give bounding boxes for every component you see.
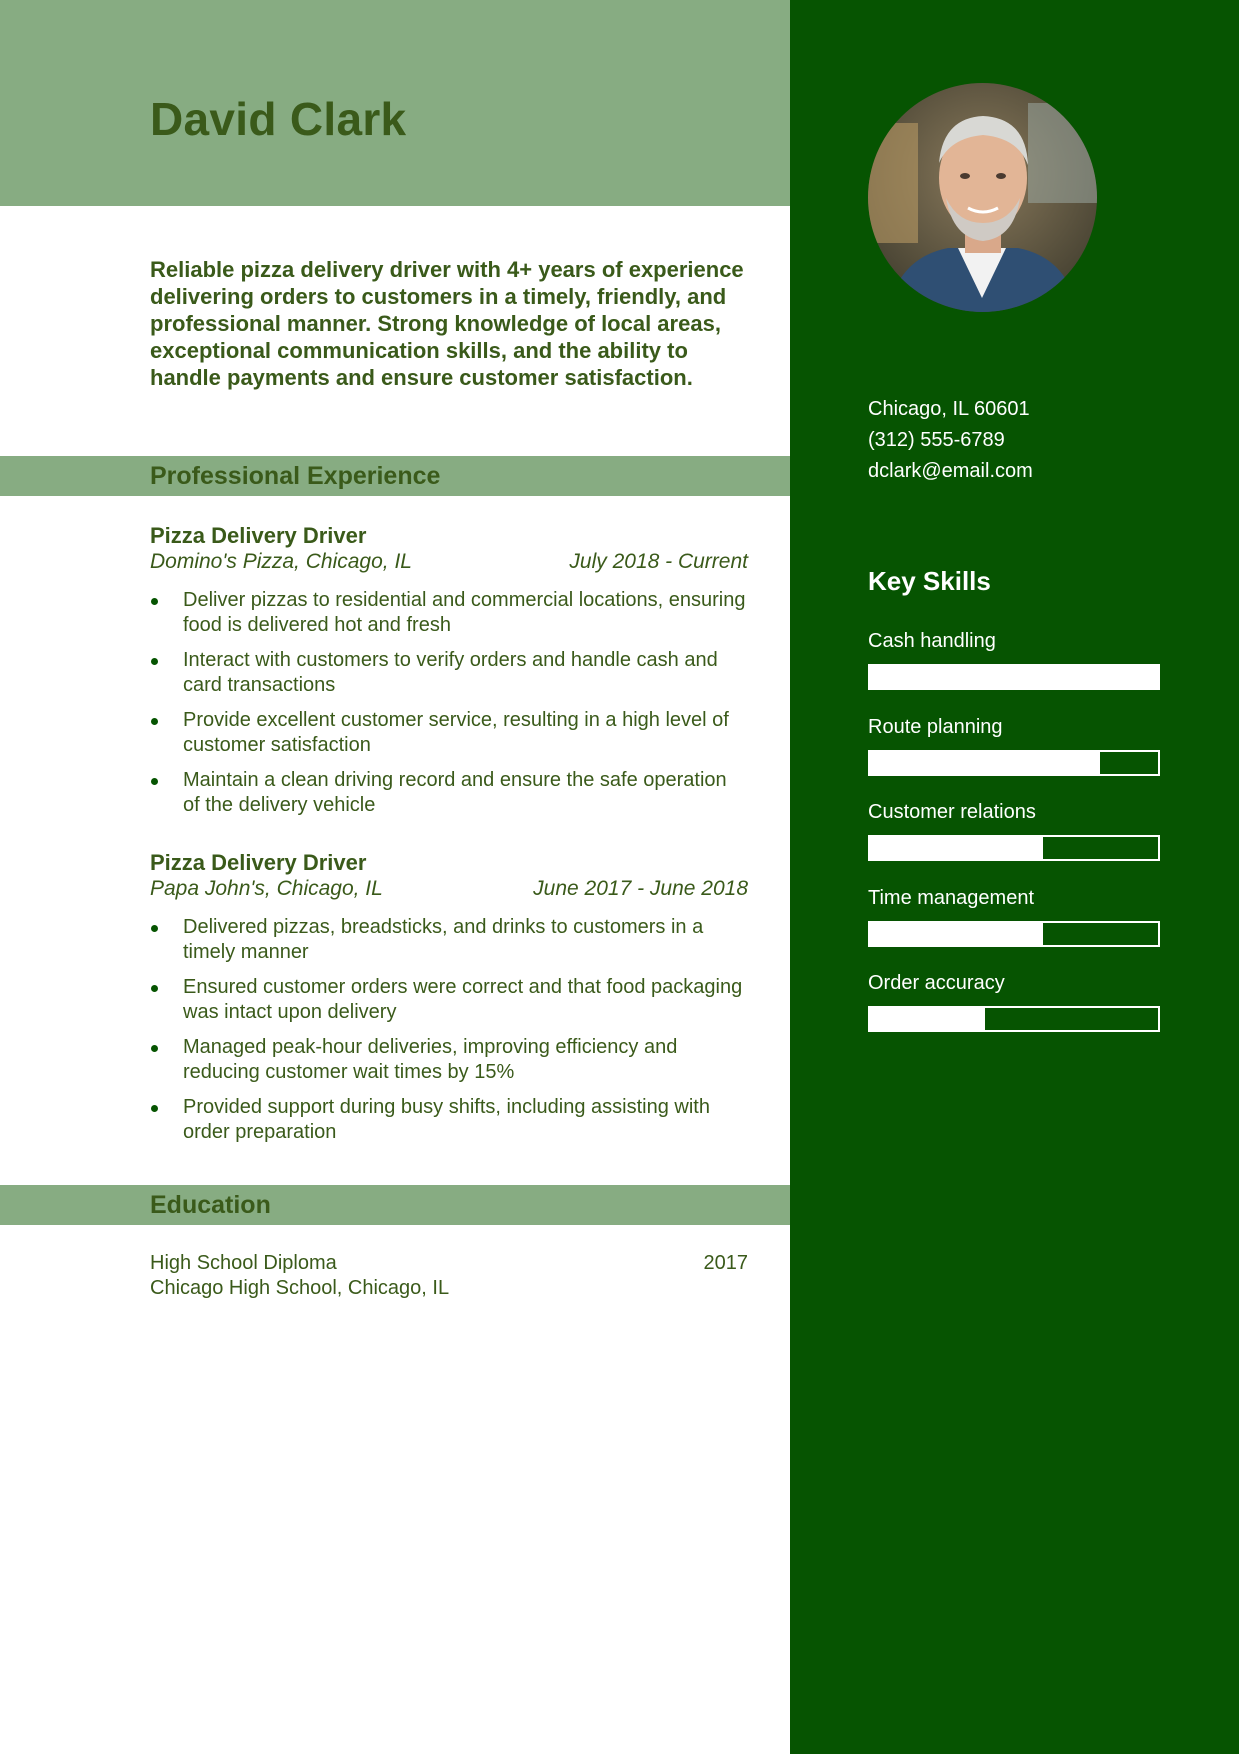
job-meta [150, 550, 748, 578]
job-bullet: Deliver pizzas to residential and commercial locations, ensuring food is delivered hot and fresh [150, 588, 748, 638]
bullet-icon [151, 1105, 158, 1112]
experience-section-header [0, 456, 790, 496]
skill-item [868, 626, 1160, 712]
candidate-name: David Clark [150, 93, 407, 145]
contact-info [868, 394, 1033, 487]
job-entry [150, 849, 748, 1155]
job-bullet: Ensured customer orders were correct and that food packaging was intact upon delivery [150, 975, 748, 1025]
job-bullet: Delivered pizzas, breadsticks, and drinks to customers in a timely manner [150, 915, 748, 965]
job-bullet: Interact with customers to verify orders and handle cash and card transactions [150, 648, 748, 698]
education-section-header [0, 1185, 790, 1225]
job-meta [150, 877, 748, 905]
skill-item [868, 797, 1160, 883]
summary: Reliable pizza delivery driver with 4+ years of experience delivering orders to customers in a timely, friendly, and professional manner. Strong knowledge of local areas, exceptional communication skills, and the ability to handle payments and ensure customer satisfaction. [150, 257, 744, 390]
job-bullet: Provided support during busy shifts, including assisting with order preparation [150, 1095, 748, 1145]
skill-name: Time management [868, 886, 1034, 909]
job-company: Domino's Pizza, Chicago, IL [150, 550, 412, 573]
job-bullets [150, 915, 748, 1145]
job-dates: June 2017 - June 2018 [533, 877, 748, 900]
skill-bar-fill [870, 752, 1100, 774]
skill-bar-fill [870, 1008, 985, 1030]
skill-item [868, 883, 1160, 969]
skill-name: Customer relations [868, 801, 1036, 823]
skill-item [868, 712, 1160, 798]
skill-item [868, 968, 1160, 1054]
skill-bar [868, 750, 1160, 776]
skill-name: Order accuracy [868, 972, 1005, 994]
skill-bar-fill [870, 666, 1158, 688]
bullet-icon [151, 925, 158, 932]
skill-bar-fill [870, 837, 1043, 859]
education-heading: Education [150, 1191, 271, 1219]
job-entry [150, 522, 748, 828]
education-school: Chicago High School, Chicago, IL [150, 1277, 450, 1299]
contact-email[interactable]: dclark@email.com [868, 460, 1033, 482]
contact-location: Chicago, IL 60601 [868, 398, 1030, 420]
bullet-icon [151, 658, 158, 665]
skill-bar [868, 835, 1160, 861]
job-company: Papa John's, Chicago, IL [150, 877, 383, 900]
job-dates: July 2018 - Current [569, 550, 748, 573]
skills-heading: Key Skills [868, 566, 991, 596]
job-bullet: Maintain a clean driving record and ensure the safe operation of the delivery vehicle [150, 768, 748, 818]
skills-list [868, 626, 1160, 1054]
bullet-icon [151, 718, 158, 725]
job-bullets [150, 588, 748, 818]
contact-phone[interactable]: (312) 555-6789 [868, 429, 1005, 451]
bullet-icon [151, 598, 158, 605]
skill-bar [868, 664, 1160, 690]
education-year: 2017 [703, 1252, 748, 1274]
skill-bar [868, 1006, 1160, 1032]
bullet-icon [151, 1045, 158, 1052]
job-title: Pizza Delivery Driver [150, 850, 367, 875]
job-title: Pizza Delivery Driver [150, 523, 367, 548]
skill-bar-fill [870, 923, 1043, 945]
profile-photo [868, 83, 1097, 312]
education-entry [150, 1251, 748, 1301]
bullet-icon [151, 985, 158, 992]
education-degree: High School Diploma [150, 1252, 337, 1274]
experience-heading: Professional Experience [150, 462, 441, 490]
bullet-icon [151, 778, 158, 785]
job-bullet: Managed peak-hour deliveries, improving efficiency and reducing customer wait times by 15% [150, 1035, 748, 1085]
job-bullet: Provide excellent customer service, resulting in a high level of customer satisfaction [150, 708, 748, 758]
header-band [0, 0, 790, 206]
skill-name: Route planning [868, 715, 1003, 738]
skill-name: Cash handling [868, 630, 996, 652]
skill-bar [868, 921, 1160, 947]
